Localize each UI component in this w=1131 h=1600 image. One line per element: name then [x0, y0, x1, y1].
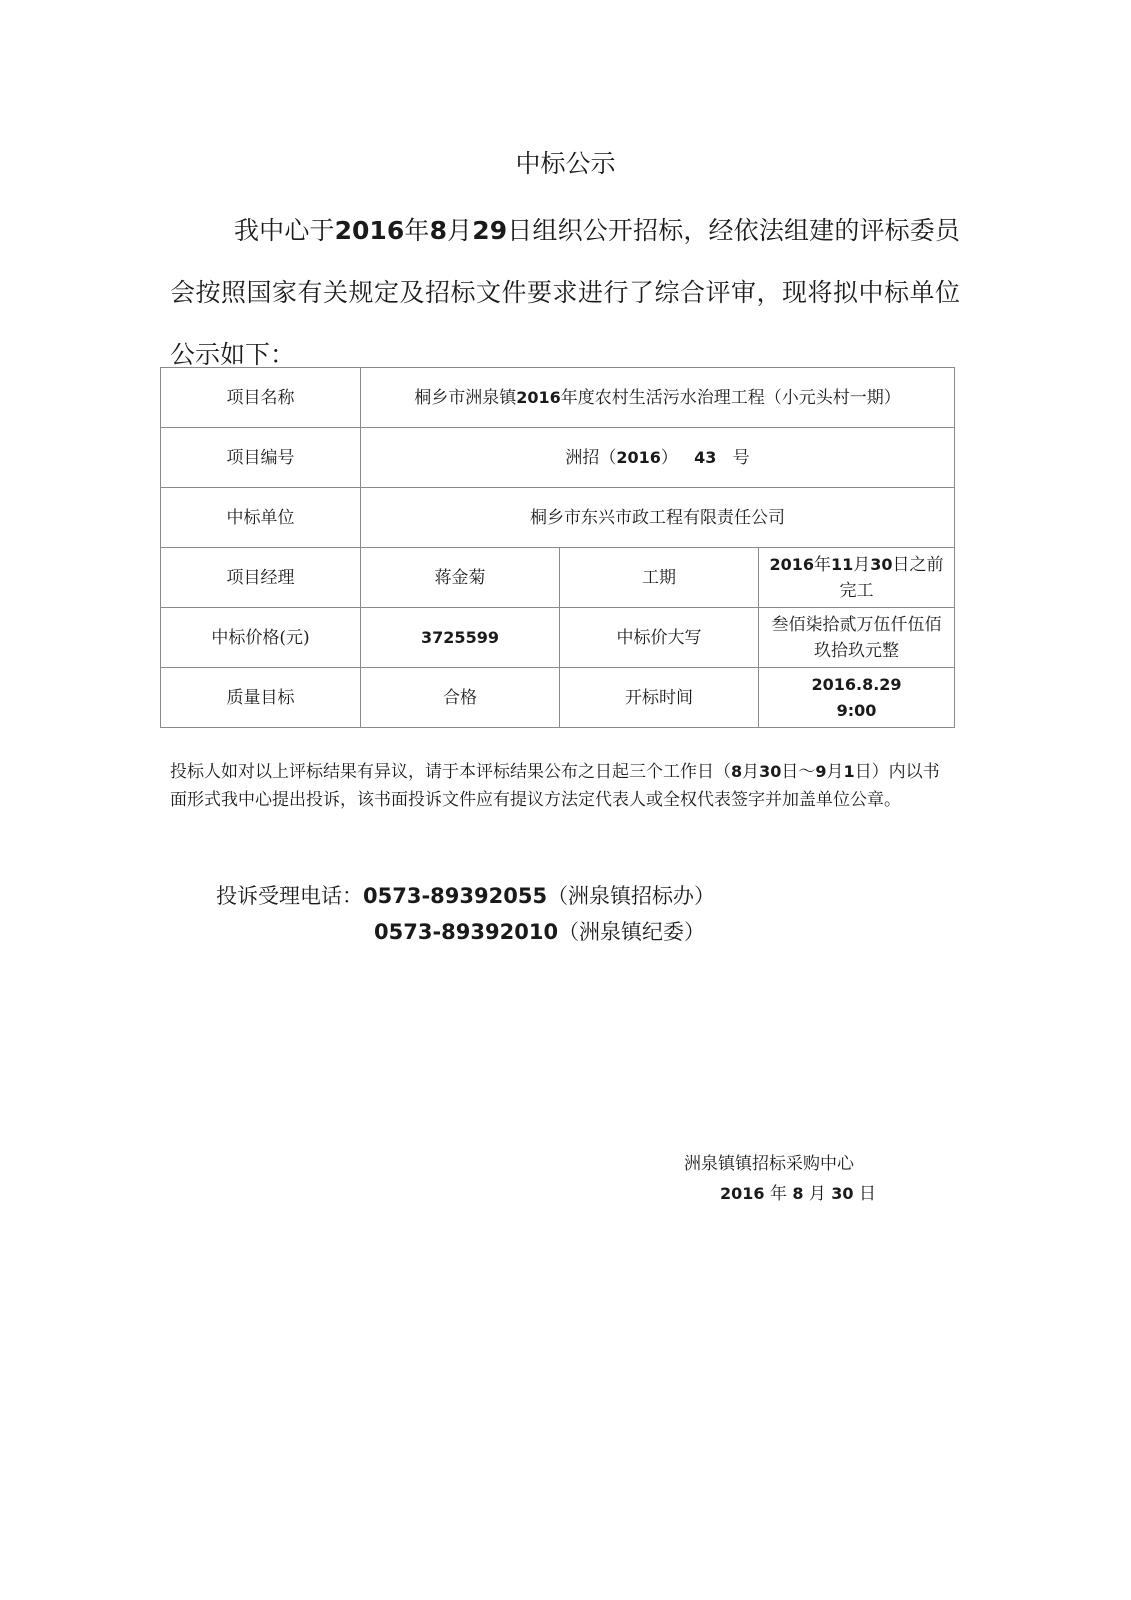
complaint-phones — [216, 878, 715, 950]
period-day: 30 — [870, 554, 893, 574]
intro-text-2: 年 — [404, 216, 430, 245]
complaint-row-1 — [216, 878, 715, 914]
project-name-text: 桐乡市洲泉镇 — [414, 387, 517, 408]
complaint-phone-1: 0573-89392055 — [363, 884, 548, 908]
signature-year: 2016 — [720, 1184, 765, 1203]
open-date: 2016.8.29 — [811, 674, 902, 694]
price-value: 3725599 — [361, 608, 560, 668]
open-time-value — [759, 668, 955, 728]
price-upper-value: 叁佰柒拾贰万伍仟伍佰玖拾玖元整 — [759, 608, 955, 668]
table-row — [161, 368, 955, 428]
table-row — [161, 488, 955, 548]
intro-day: 29 — [472, 216, 508, 245]
manager-value: 蒋金菊 — [361, 548, 560, 608]
intro-text-3: 月 — [446, 216, 473, 245]
intro-text-4: 日组织公开招标，经依法组建的评标委员会按照国家有关规定及招标文件要求进行了综合评审，现将拟中标单位公示如下： — [170, 216, 960, 369]
complaint-row-2 — [216, 914, 715, 950]
bid-result-table — [160, 367, 955, 728]
complaint-org-1: （洲泉镇招标办） — [547, 884, 716, 908]
complaint-org-2: （洲泉镇纪委） — [558, 920, 706, 944]
winner-label: 中标单位 — [161, 488, 361, 548]
notice-text-3: 日～ — [781, 762, 816, 782]
open-time-label: 开标时间 — [560, 668, 759, 728]
project-no-number: 43 — [694, 447, 717, 467]
manager-label: 项目经理 — [161, 548, 361, 608]
quality-value: 合格 — [361, 668, 560, 728]
project-name-label: 项目名称 — [161, 368, 361, 428]
project-no-text: 洲招（ — [565, 447, 617, 468]
period-label: 工期 — [560, 548, 759, 608]
complaint-phone-2: 0573-89392010 — [374, 920, 559, 944]
notice-text: 投标人如对以上评标结果有异议，请于本评标结果公布之日起三个工作日（ — [170, 762, 731, 782]
project-no-year: 2016 — [616, 447, 661, 467]
period-month: 11 — [831, 554, 854, 574]
project-no-text-3: 号 — [732, 447, 750, 468]
open-time: 9:00 — [836, 700, 877, 720]
signature-text-2: 月 — [808, 1184, 826, 1204]
signature-date — [720, 1180, 876, 1208]
table-row — [161, 548, 955, 608]
quality-label: 质量目标 — [161, 668, 361, 728]
intro-text-1: 我中心于 — [234, 216, 335, 245]
period-text-2: 月 — [853, 554, 871, 575]
project-name-year: 2016 — [516, 387, 561, 407]
price-upper-label: 中标价大写 — [560, 608, 759, 668]
period-text: 年 — [814, 554, 832, 575]
notice-text-2: 月 — [742, 762, 760, 782]
period-year: 2016 — [769, 554, 815, 574]
period-value — [759, 548, 955, 608]
project-no-label: 项目编号 — [161, 428, 361, 488]
price-label: 中标价格(元) — [161, 608, 361, 668]
table-row — [161, 428, 955, 488]
notice-text-5: 日）内以书面形式我中心提出投诉，该书面投诉文件应有提议方法定代表人或全权代表签字并加盖单位公章。 — [170, 762, 940, 810]
project-name-text-2: 年度农村生活污水治理工程（小元头村一期） — [560, 387, 901, 408]
table-row — [161, 608, 955, 668]
table-row — [161, 668, 955, 728]
notice-month-1: 8 — [731, 762, 743, 781]
notice-month-2: 9 — [815, 762, 827, 781]
intro-year: 2016 — [334, 216, 405, 245]
project-no-value — [361, 428, 955, 488]
notice-day-1: 30 — [759, 762, 782, 781]
signature-text: 年 — [769, 1184, 787, 1204]
signature-day: 30 — [831, 1184, 854, 1203]
intro-paragraph — [170, 200, 960, 386]
period-text-3: 日之前完工 — [839, 554, 944, 601]
winner-value: 桐乡市东兴市政工程有限责任公司 — [361, 488, 955, 548]
complaint-label: 投诉受理电话： — [216, 884, 363, 908]
project-no-text-2: ） — [660, 447, 678, 468]
objection-notice — [170, 758, 950, 814]
page-title: 中标公示 — [515, 149, 616, 178]
project-name-value — [361, 368, 955, 428]
notice-text-4: 月 — [826, 762, 844, 782]
signature-org: 洲泉镇镇招标采购中心 — [684, 1154, 854, 1174]
intro-month: 8 — [429, 216, 447, 245]
notice-day-2: 1 — [843, 762, 855, 781]
signature-month: 8 — [792, 1184, 804, 1203]
signature-text-3: 日 — [858, 1184, 876, 1204]
